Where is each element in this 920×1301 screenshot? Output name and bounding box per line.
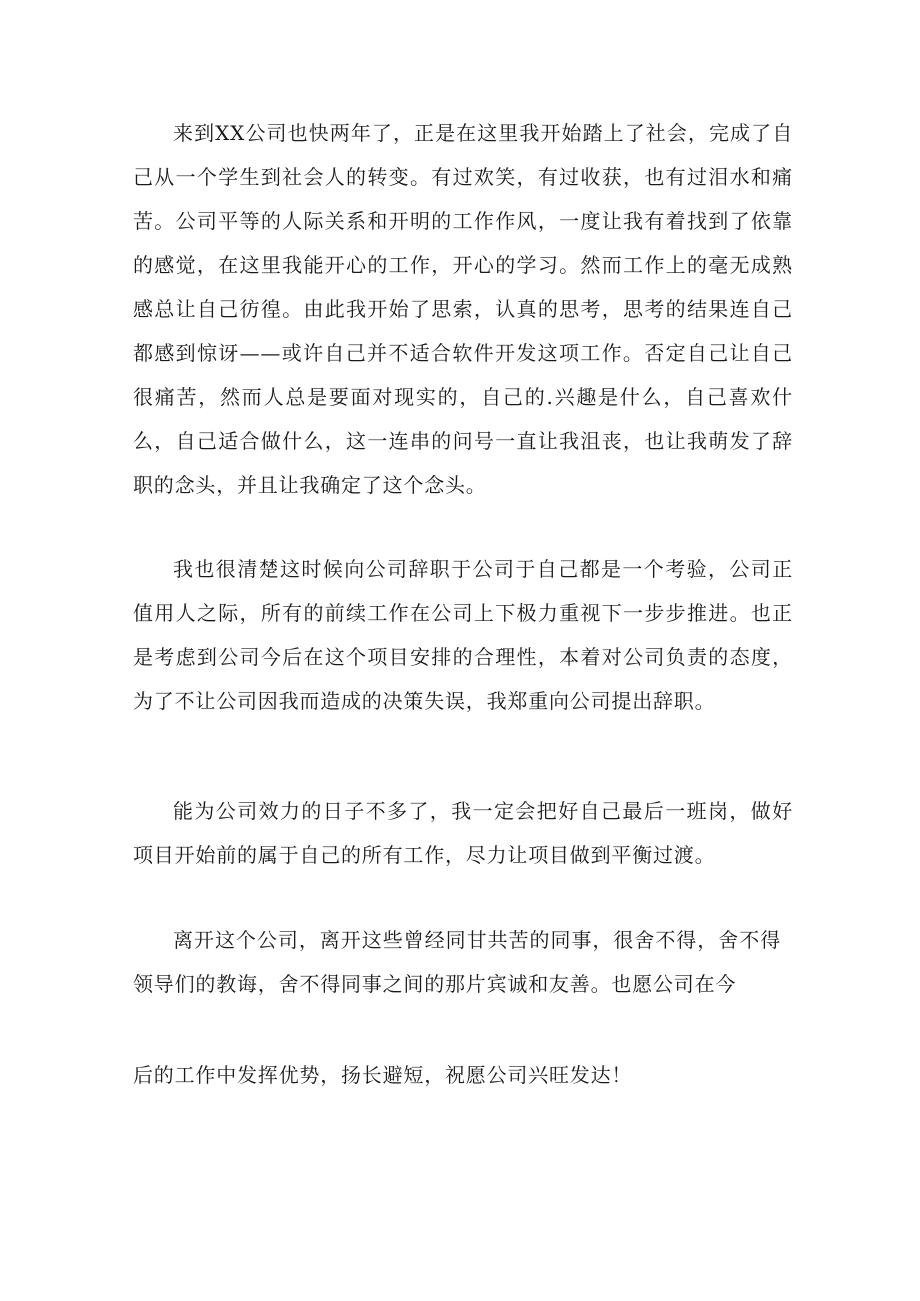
paragraph-4: 离开这个公司，离开这些曾经同甘共苦的同事，很舍不得，舍不得领导们的教诲，舍不得同事之间的那片宾诚和友善。也愿公司在今 [133,928,781,996]
paragraph-2: 我也很清楚这时候向公司辞职于公司于自己都是一个考验，公司正值用人之际，所有的前续工作在公司上下极力重视下一步步推进。也正是考虑到公司今后在这个项目安排的合理性，本着对公司负责的态度，为了不让公司因我而造成的决策失误，我郑重向公司提出辞职。 [133,557,793,713]
paragraph-5: 后的工作中发挥优势，扬长避短，祝愿公司兴旺发达！ [133,1063,633,1087]
paragraph-1: 来到XX公司也快两年了，正是在这里我开始踏上了社会，完成了自己从一个学生到社会人的转变。有过欢笑，有过收获，也有过泪水和痛苦。公司平等的人际关系和开明的工作作风，一度让我有着找到了依靠的感觉，在这里我能开心的工作，开心的学习。然而工作上的毫无成熟感总让自己彷徨。由此我开始了思索，认真的思考，思考的结果连自己都感到惊讶——或许自己并不适合软件开发这项工作。否定自己让自己很痛苦，然而人总是要面对现实的，自己的.兴趣是什么，自己喜欢什么，自己适合做什么，这一连串的问号一直让我沮丧，也让我萌发了辞职的念头，并且让我确定了这个念头。 [133,121,793,497]
paragraph-3: 能为公司效力的日子不多了，我一定会把好自己最后一班岗，做好项目开始前的属于自己的所有工作，尽力让项目做到平衡过渡。 [133,799,793,867]
